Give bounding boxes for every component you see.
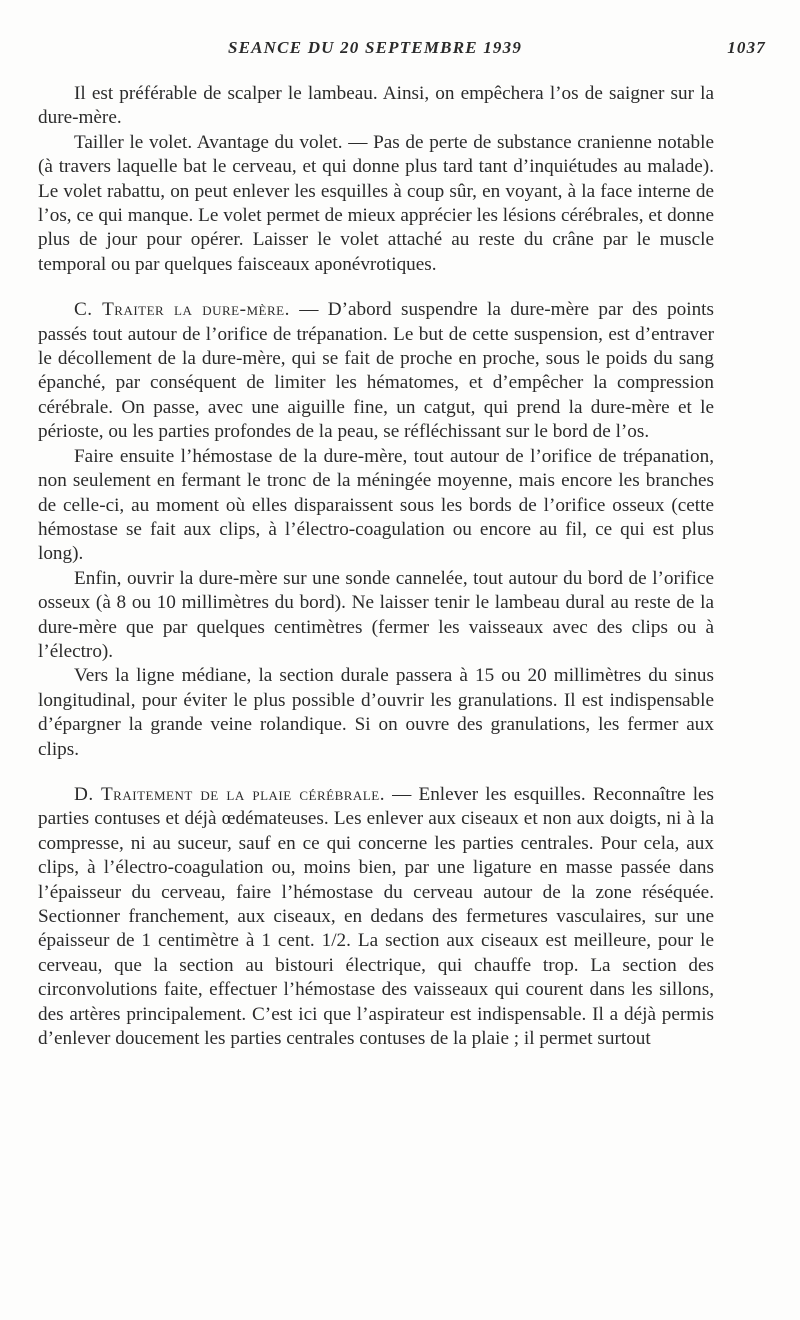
- paragraph-text: Tailler le volet. Avantage du volet. — Pas de perte de substance cranienne notable (à travers laquelle bat le cerveau, et qui donne plus tard tant d’inquiétudes au malade). Le volet rabattu, on peut enlever les esquilles à coup sûr, en voyant, à la face interne de l’os, ce qui manque. Le volet permet de mieux apprécier les lésions cérébrales, et donne plus de jour pour opérer. Laisser le volet attaché au reste du crâne par le muscle temporal ou par quelques faisceaux aponévrotiques.: [38, 131, 714, 275]
- paragraph-text: Faire ensuite l’hémostase de la dure-mère, tout autour de l’orifice de trépanation, non seulement en fermant le tronc de la méningée moyenne, mais encore les branches de celle-ci, au moment où elles disparaissent sous les bords de l’orifice osseux (cette hémostase se fait aux clips, à l’électro-coagulation ou encore au fil, ce qui est plus long).: [38, 445, 714, 565]
- paragraph-scalper: [38, 82, 714, 131]
- body-text: [38, 82, 714, 1051]
- paragraph-hemostase: [38, 445, 714, 567]
- page-header: [38, 38, 766, 64]
- paragraph-text: Enfin, ouvrir la dure-mère sur une sonde cannelée, tout autour du bord de l’orifice osseux (à 8 ou 10 millimètres du bord). Ne laisser tenir le lambeau dural au reste de la dure-mère que par quelques centimètres (fermer les vaisseaux avec des clips ou à l’électro).: [38, 567, 714, 662]
- paragraph-text: Vers la ligne médiane, la section durale passera à 15 ou 20 millimètres du sinus longitudinal, pour éviter le plus possible d’ouvrir les granulations. Il est indispensable d’épargner la grande veine rolandique. Si on ouvre des granulations, les fermer aux clips.: [38, 665, 714, 760]
- paragraph-ouvrir: [38, 567, 714, 665]
- paragraph-text: Il est préférable de scalper le lambeau. Ainsi, on empêchera l’os de saigner sur la dure-mère.: [38, 83, 714, 129]
- page-number: 1037: [727, 38, 766, 57]
- paragraph-ligne-mediane: [38, 664, 714, 762]
- running-title: SEANCE DU 20 SEPTEMBRE 1939: [227, 38, 523, 57]
- paragraph-text: — D’abord suspendre la dure-mère par des points passés tout autour de l’orifice de trépanation. Le but de cette suspension, est d’entraver le décollement de la dure-mère, qui se fait de proche en proche, sous le poids du sang épanché, par conséquent de limiter les hématomes, et d’empêcher la compression cérébrale. On passe, avec une aiguille fine, un catgut, qui prend la dure-mère et le périoste, ou les parties profondes de la peau, se réfléchissant sur le bord de l’os.: [38, 299, 714, 443]
- section-heading-c: C. Traiter la dure-mère.: [74, 299, 290, 321]
- paragraph-volet: [38, 131, 714, 277]
- paragraph-text: — Enlever les esquilles. Reconnaître les parties contuses et déjà œdémateuses. Les enlever aux ciseaux et non aux doigts, ni à la compresse, ni au suceur, sauf en ce qui concerne les parties centrales. Pour cela, aux clips, à l’électro-coagulation ou, moins bien, par une ligature en masse passée dans l’épaisseur du cerveau, faire l’hémostase du cerveau autour de la zone réséquée. Sectionner franchement, aux ciseaux, en dedans des fermetures vasculaires, sur une épaisseur de 1 centimètre à 1 cent. 1/2. La section aux ciseaux est meilleure, pour le cerveau, que la section au bistouri électrique, qui chauffe trop. La section des circonvolutions faite, effectuer l’hémostase des vaisseaux qui courent dans les sillons, des artères principalement. C’est ici que l’aspirateur est indispensable. Il a déjà permis d’enlever doucement les parties centrales contuses de la plaie ; il permet surtout: [38, 783, 715, 1050]
- section-heading-d: D. Traitement de la plaie cérébrale.: [74, 783, 385, 805]
- paragraph-section-c: [38, 298, 714, 444]
- paragraph-section-d: [38, 783, 714, 1051]
